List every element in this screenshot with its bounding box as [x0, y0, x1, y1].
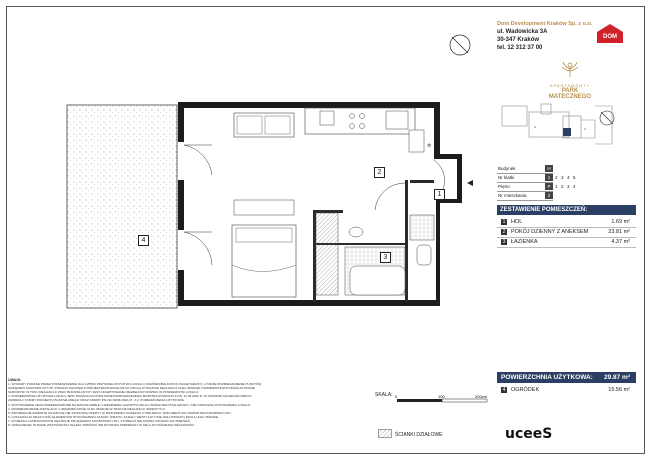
info-row-apartment — [497, 192, 553, 201]
company-name: Dom Development Kraków Sp. z o.o. — [497, 21, 593, 27]
dom-badge-text: DOM — [603, 34, 617, 40]
note-line: ZAKRESU I FORMY PROJEKTU BUDOWLANEGO ORAZ NORMY PN-ISO 9836:2022-07. 3.2. POMIESZCZENIA UŻYTKOWE. — [8, 398, 185, 403]
room-area: 1.69 m² — [611, 219, 630, 225]
scale-tick: 100 — [438, 395, 445, 399]
info-label: Nr mieszkania — [498, 193, 527, 198]
usable-area-label: POWIERZCHNIA UŻYTKOWA: — [501, 374, 593, 381]
key-plan — [497, 98, 639, 160]
uces-logo-text: uceeS — [505, 426, 553, 441]
info-row-floor — [497, 183, 576, 192]
info-row-staircase — [497, 174, 576, 183]
note-line: SUROWYM. W TOKU REALIZACJI PRAC BUDOWLANYCH JEST AKCEPTOWANE NIEWIELKICH RÓŻNIC W POWIERZCHNI LOKALU. — [8, 390, 199, 395]
info-value: P — [545, 183, 553, 190]
note-line: URZĄDZEŃ SANITARNYCH ITP. PODANO ZGODNIE Z PROJEKTEM BUDOWLANYM I MOGĄ W TRAKCIE REALIZACJI ULEC ZMIANIE. POWIERZCHNIA PODANA W STANIE — [8, 386, 255, 391]
room-name: ŁAZIENKA — [511, 239, 538, 245]
legend-label: ŚCIANKI DZIAŁOWE — [395, 432, 443, 438]
info-value: 1 — [545, 174, 553, 181]
garden-row — [497, 386, 636, 395]
notes-title: UWAGI: — [8, 378, 22, 382]
company-street: ul. Wadowicka 3A — [497, 29, 548, 35]
room-row — [497, 228, 636, 238]
room-number: 1 — [502, 219, 506, 225]
room-label-3: 3 — [380, 252, 391, 263]
info-value: H — [545, 165, 553, 172]
note-line: 3. WYPOSAŻENIE ORAZ PRZEDSTAWIONE NA RZUCIE MEBLE I URZĄDZENIA (AGD/RTV) MAJĄ CHARAKTER POGLĄDOWY I NIE STANOWIĄ WYPOSAŻENIA LOKALU. — [8, 402, 251, 407]
note-line: 4. ROZMIESZCZENIE INSTALACJI I URZĄDZEŃ MOŻE ULEC ZMIANIE W TRAKCIE REALIZACJI INWESTYCJI. — [8, 406, 166, 411]
svg-text:✻: ✻ — [427, 143, 432, 149]
note-line: 6. LOKALIZACJA ORAZ ILOŚĆ ELEMENTÓW WYKOŃCZENIA FASADY (KRATKI, KANAŁY WENTYLACYJNE, BALUSTRADY) MOGĄ ULEC ZMIANIE. — [8, 414, 219, 419]
room-number: 2 — [502, 229, 506, 235]
info-value-alt: 2 — [561, 184, 564, 189]
brand-logo — [540, 60, 600, 100]
note-line: 1. WYMIARY PODANE PRZEZ POMIESZCZENIE DLA CZĘŚCI PRZYDZIELONYCH DO LOKALU (OGRÓDKI/BALKONY/LOGGIE/TARASY), A TAKŻE ROZMIESZCZENIE PUNKTÓW — [8, 382, 262, 387]
partition-wall-legend-icon — [378, 429, 392, 438]
note-line: 7. W MIEJSCU ZAZNACZONYM ZNAJDUJE SIĘ ELEMENT KONSTRUKCYJNY, KTÓREGO NIE MOŻNA USUWAĆ ANI ZMIENIAĆ. — [8, 418, 191, 423]
info-value-alt: 1 — [555, 184, 558, 189]
scale-label: SKALA: — [375, 392, 393, 398]
garden-number: 4 — [502, 387, 506, 393]
room-number: 3 — [502, 239, 506, 245]
info-value-alt: 4 — [573, 184, 576, 189]
tree-logo-icon — [560, 60, 580, 78]
garden-area-value: 15.56 m² — [608, 387, 630, 393]
note-line: 5. INFORMACJE ZAWARTE NA RZUCIE NIE STANOWIĄ OFERTY W ROZUMIENIU KODEKSU CYWILNEGO. DOKUMENT MA CHARAKTER INFORMACYJNY. — [8, 410, 232, 415]
svg-text:H: H — [534, 125, 537, 129]
info-label: Budynek — [498, 166, 516, 171]
brand-title: PARK MATECZNEGO — [548, 88, 592, 100]
uces-logo — [505, 425, 590, 441]
notes-block — [8, 378, 365, 427]
scale-tick: 0 — [395, 395, 398, 399]
room-label-4: 4 — [138, 235, 149, 246]
usable-area-bar — [497, 372, 636, 383]
north-arrow-icon — [450, 35, 470, 55]
garden-area — [67, 105, 177, 308]
entrance-marker-icon — [467, 180, 473, 186]
room-label-1: 1 — [434, 189, 445, 200]
room-area: 4.37 m² — [611, 239, 630, 245]
info-value-alt: 3 — [561, 175, 564, 180]
dom-logo-icon — [595, 22, 625, 44]
info-label: Nr klatki — [498, 175, 515, 180]
info-value-alt: 4 — [567, 175, 570, 180]
svg-text:G: G — [584, 127, 587, 131]
usable-area-value: 29.87 m² — [603, 374, 630, 381]
info-value: 2 — [545, 192, 553, 199]
room-name: HOL — [511, 219, 523, 225]
scale-tick: 200cm — [475, 395, 488, 399]
info-row-building — [497, 165, 553, 174]
brand-subtitle: APARTAMENTY — [549, 83, 591, 88]
info-value-alt: 5 — [573, 175, 576, 180]
room-row — [497, 218, 636, 228]
company-info — [497, 20, 592, 52]
company-phone: tel. 12 312 37 00 — [497, 45, 543, 51]
info-label: Piętro — [498, 184, 510, 189]
room-row — [497, 238, 636, 248]
room-label-2: 2 — [374, 167, 385, 178]
room-area: 23.81 m² — [608, 229, 630, 235]
apartment-info-table — [497, 165, 576, 201]
garden-name: OGRÓDEK — [511, 387, 540, 393]
room-name: POKÓJ DZIENNY Z ANEKSEM — [511, 229, 589, 235]
info-value-alt: 2 — [555, 175, 558, 180]
scale-bar — [395, 395, 495, 409]
company-city: 30-347 Kraków — [497, 37, 540, 43]
note-line: 2. POWIERZCHNIA UŻYTKOWA LOKALU JEST PODANA NA PODSTAWIE ROZPORZĄDZENIA MINISTRA ROZWOJU Z DN. 11.09.2020 R. W SPRAWIE SZCZEGÓŁOWEGO — [8, 394, 252, 399]
note-line: 8. OZNACZENIE: W RAZIE WĄTPLIWOŚCI NALEŻY ZWRÓCIĆ SIĘ DO BIURA SPRZEDAŻY W CELU WYJAŚNIENIA NIEJASNOŚCI. — [8, 423, 196, 428]
rooms-header: ZESTAWIENIE POMIESZCZEŃ: — [497, 205, 636, 215]
info-value-alt: 3 — [567, 184, 570, 189]
